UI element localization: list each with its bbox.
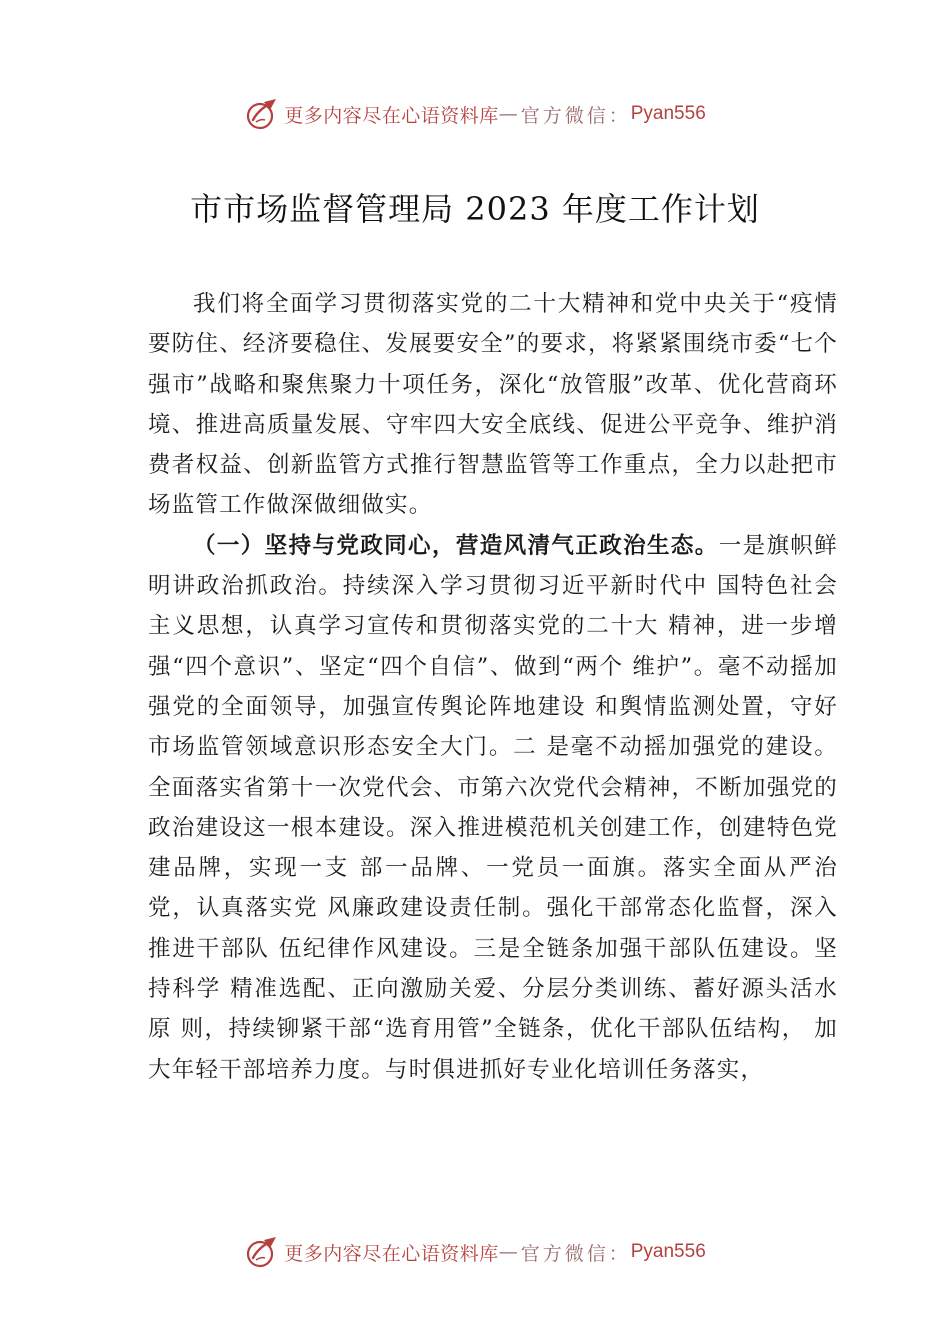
section-1-body: 一是旗帜鲜明讲政治抓政治。持续深入学习贯彻习近平新时代中 国特色社会主义思想，认真学习宣传和贯彻落实党的二十大 精神，进一步增强“四个意识”、坚定“四个自信”、做到“两个 维护”。毫不动摇加强党的全面领导，加强宣传舆论阵地建设 和舆情监测处置，守好市场监管领域意识形态安全大门。二 是毫不动摇加强党的建设。全面落实省第十一次党代会、市第六次党代会精神，不断加强党的政治建设这一根本建设。深入推进模范机关创建工作，创建特色党建品牌，实现一支 部一品牌、一党员一面旗。落实全面从严治党，认真落实党 风廉政建设责任制。强化干部常态化监督，深入推进干部队 伍纪律作风建设。三是全链条加强干部队伍建设。坚持科学 精准选配、正向激励关爱、分层分类训练、蓄好源头活水原 则，持续铆紧干部“选育用管”全链条，优化干部队伍结构， 加大年轻干部培养力度。与时俱进抓好专业化培训任务落实， <box>148 532 838 1083</box>
pen-writing-logo-icon <box>244 96 280 132</box>
header-wechat-id: Pyan556 <box>630 103 706 124</box>
header-wechat-label: 官方微信： <box>520 104 631 127</box>
header-brand-text: 更多内容尽在心语资料库 <box>284 104 499 127</box>
section-1-heading: （一）坚持与党政同心，营造风清气正政治生态。 <box>193 532 719 559</box>
intro-paragraph: 我们将全面学习贯彻落实党的二十大精神和党中央关于“疫情要防住、经济要稳住、发展要安全”的要求，将紧紧围绕市委“七个强市”战略和聚焦聚力十项任务，深化“放管服”改革、优化营商环境、推进高质量发展、守牢四大安全底线、促进公平竞争、维护消费者权益、创新监管方式推行智慧监管等工作重点，全力以赴把市场监管工作做深做细做实。 <box>148 291 838 519</box>
footer-brand-text: 更多内容尽在心语资料库 <box>284 1242 499 1265</box>
section-1-paragraph <box>148 526 838 1090</box>
footer-wechat-label: 官方微信： <box>520 1242 631 1265</box>
document-title: 市市场监督管理局 2023 年度工作计划 <box>190 190 760 228</box>
footer-wechat-id: Pyan556 <box>630 1241 706 1262</box>
footer-banner <box>0 1232 950 1272</box>
header-separator: — <box>498 103 521 125</box>
footer-separator: — <box>498 1241 521 1263</box>
header-banner <box>0 94 950 134</box>
document-body <box>148 284 838 1090</box>
pen-writing-logo-icon <box>244 1234 280 1270</box>
